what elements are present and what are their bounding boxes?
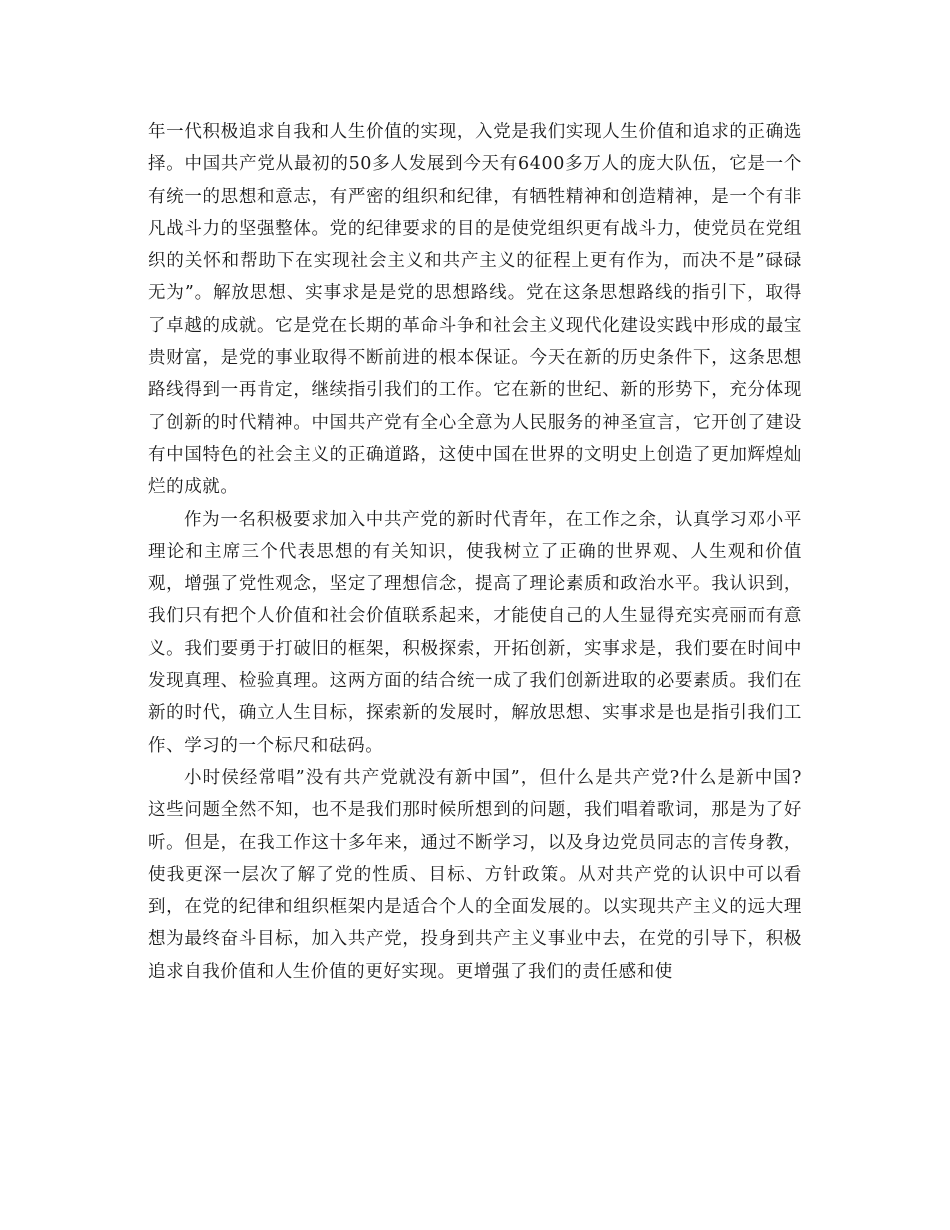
paragraph-3: 小时侯经常唱”没有共产党就没有新中国”，但什么是共产党?什么是新中国?这些问题全然不知，也不是我们那时候所想到的问题，我们唱着歌词，那是为了好听。但是，在我工作这十多年来，通过不断学习，以及身边党员同志的言传身教，使我更深一层次了解了党的性质、目标、方针政策。从对共产党的认识中可以看到，在党的纪律和组织框架内是适合个人的全面发展的。以实现共产主义的远大理想为最终奋斗目标，加入共产党，投身到共产主义事业中去，在党的引导下，积极追求自我价值和人生价值的更好实现。更增强了我们的责任感和使 bbox=[148, 767, 802, 982]
paragraph-1: 年一代积极追求自我和人生价值的实现，入党是我们实现人生价值和追求的正确选择。中国共产党从最初的50多人发展到今天有6400多万人的庞大队伍，它是一个有统一的思想和意志，有严密的组织和纪律，有牺牲精神和创造精神，是一个有非凡战斗力的坚强整体。党的纪律要求的目的是使党组织更有战斗力，使党员在党组织的关怀和帮助下在实现社会主义和共产主义的征程上更有作为，而决不是”碌碌无为”。解放思想、实事求是是党的思想路线。党在这条思想路线的指引下，取得了卓越的成就。它是党在长期的革命斗争和社会主义现代化建设实践中形成的最宝贵财富，是党的事业取得不断前进的根本保证。今天在新的历史条件下，这条思想路线得到一再肯定，继续指引我们的工作。它在新的世纪、新的形势下，充分体现了创新的时代精神。中国共产党有全心全意为人民服务的神圣宣言，它开创了建设有中国特色的社会主义的正确道路，这使中国在世界的文明史上创造了更加辉煌灿烂的成就。 bbox=[148, 122, 802, 498]
document-body bbox=[148, 116, 802, 988]
paragraph-2: 作为一名积极要求加入中共产党的新时代青年，在工作之余，认真学习邓小平理论和主席三个代表思想的有关知识，使我树立了正确的世界观、人生观和价值观，增强了党性观念，坚定了理想信念，提高了理论素质和政治水平。我认识到，我们只有把个人价值和社会价值联系起来，才能使自己的人生显得充实亮丽而有意义。我们要勇于打破旧的框架，积极探索，开拓创新，实事求是，我们要在时间中发现真理、检验真理。这两方面的结合统一成了我们创新进取的必要素质。我们在新的时代，确立人生目标，探索新的发展时，解放思想、实事求是也是指引我们工作、学习的一个标尺和砝码。 bbox=[148, 509, 802, 756]
